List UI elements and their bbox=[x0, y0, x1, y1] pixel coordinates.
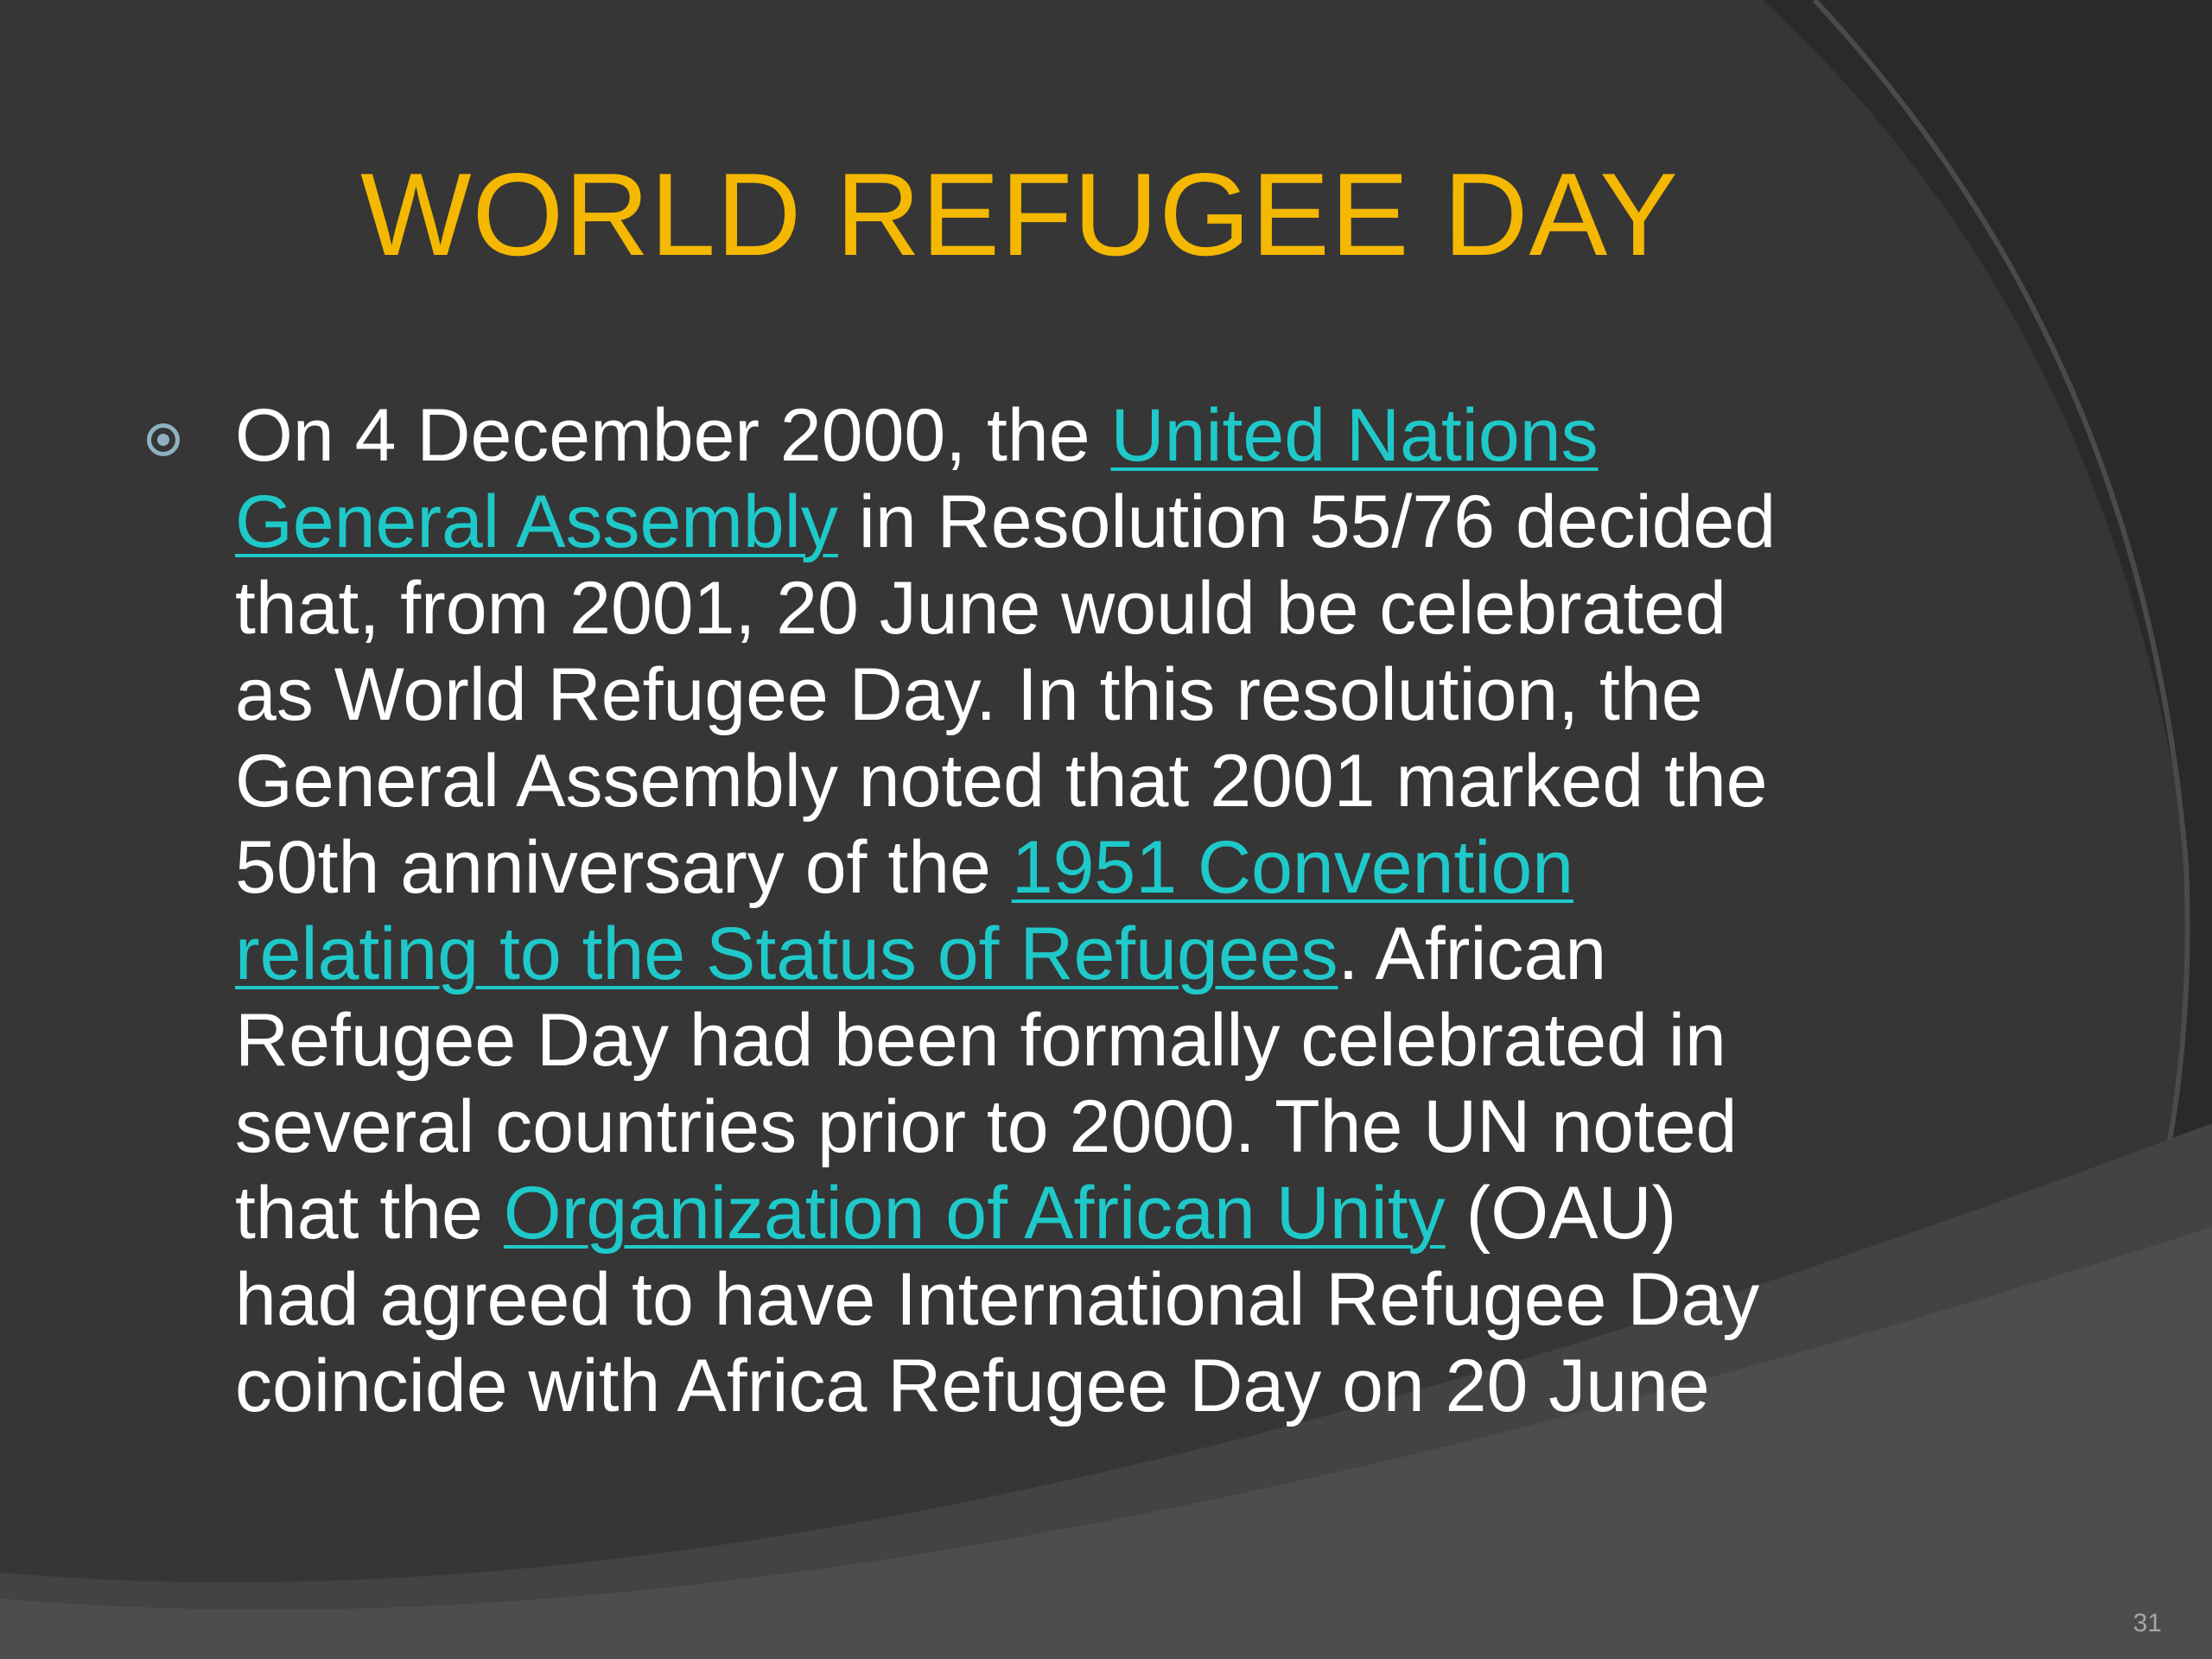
body-line-10: that the Organization of African Unity (OAU) bbox=[235, 1172, 1677, 1255]
body-line-8: Refugee Day had been formally celebrated in bbox=[235, 999, 1726, 1082]
body-line-5: General Assembly noted that 2001 marked the bbox=[235, 740, 1768, 823]
body-line-3: that, from 2001, 20 June would be celebrated bbox=[235, 567, 1726, 650]
body-line-7: relating to the Status of Refugees. African bbox=[235, 912, 1607, 995]
body-line-12: coincide with Africa Refugee Day on 20 June bbox=[235, 1344, 1710, 1427]
bullet-item bbox=[138, 392, 1936, 1429]
link-status-of-refugees[interactable]: relating to the Status of Refugees bbox=[235, 912, 1338, 995]
body-line-9: several countries prior to 2000. The UN noted bbox=[235, 1085, 1738, 1168]
link-united-nations[interactable]: United Nations bbox=[1110, 394, 1599, 477]
link-general-assembly[interactable]: General Assembly bbox=[235, 480, 838, 563]
slide-number: 31 bbox=[2133, 1609, 2162, 1637]
link-1951-convention[interactable]: 1951 Convention bbox=[1011, 826, 1574, 909]
body-line-1: On 4 December 2000, the United Nations bbox=[235, 394, 1599, 477]
slide-content bbox=[138, 392, 1936, 1429]
slide-title: WORLD REFUGEE DAY bbox=[360, 149, 1679, 280]
body-line-2: General Assembly in Resolution 55/76 decided bbox=[235, 480, 1777, 563]
link-organization-of-african-unity[interactable]: Organization of African Unity bbox=[503, 1172, 1446, 1255]
body-line-11: had agreed to have International Refugee Day bbox=[235, 1258, 1760, 1341]
circle-bullet-icon bbox=[147, 423, 180, 456]
body-line-6: 50th anniversary of the 1951 Convention bbox=[235, 826, 1574, 909]
body-line-4: as World Refugee Day. In this resolution, the bbox=[235, 653, 1703, 736]
